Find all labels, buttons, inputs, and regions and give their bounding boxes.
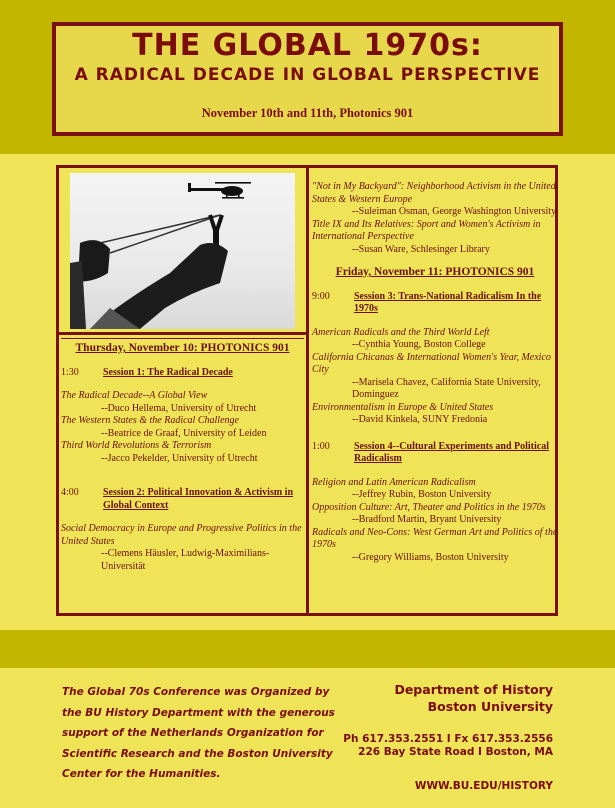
thursday-column [61, 338, 304, 573]
talk-title: Radicals and Neo-Cons: West German Art and Politics of the 1970s [312, 526, 558, 550]
footer-band [0, 630, 615, 668]
program-frame [56, 165, 558, 616]
right-column [312, 181, 558, 564]
page-subtitle: A RADICAL DECADE IN GLOBAL PERSPECTIVE [74, 65, 541, 85]
contact-info [343, 733, 553, 759]
column-divider [306, 168, 309, 613]
talk-title: Religion and Latin American Radicalism [312, 476, 476, 488]
talk-title: Third World Revolutions & Terrorism [61, 440, 212, 451]
department-name [394, 681, 553, 715]
session-title: Session 3: Trans-National Radicalism In the 1970s [354, 290, 542, 314]
talk-title: Title IX and Its Relatives: Sport and Women's Activism in International Perspective [312, 218, 541, 242]
thursday-heading: Thursday, November 10: PHOTONICS 901 [61, 338, 304, 355]
talk-title: The Radical Decade--A Global View [61, 390, 208, 401]
talk-speaker: --Susan Ware, Schlesinger Library [352, 243, 490, 255]
department-line: Department of History [394, 682, 553, 697]
session-time: 1:30 [61, 366, 79, 378]
friday-heading: Friday, November 11: PHOTONICS 901 [335, 266, 535, 278]
talk-speaker: --Beatrice de Graaf, University of Leiden [101, 427, 267, 439]
event-date: November 10th and 11th, Photonics 901 [201, 106, 414, 120]
talk-speaker: --David Kinkela, SUNY Fredonia [352, 414, 488, 425]
session-time: 1:00 [312, 440, 330, 452]
session-title: Session 1: The Radical Decade [103, 366, 233, 378]
talk-speaker: --Clemens Häusler, Ludwig-Maximilians-Universität [101, 548, 270, 572]
phone-fax: Ph 617.353.2551 I Fx 617.353.2556 [343, 733, 553, 745]
address: 226 Bay State Road I Boston, MA [358, 746, 553, 758]
university-line: Boston University [427, 699, 553, 714]
session-title: Session 2: Political Innovation & Activism in Global Context [103, 487, 294, 511]
talk-title: Environmentalism in Europe & United States [312, 401, 494, 413]
talk-speaker: --Cynthia Young, Boston College [352, 339, 486, 350]
website-link[interactable]: WWW.BU.EDU/HISTORY [414, 780, 553, 792]
sponsor-text: The Global 70s Conference was Organized by the BU History Department with the generous support of the Netherlands Organization for Scientific Research and the Boston University Center for the Humanities. [62, 686, 335, 780]
talk-title: American Radicals and the Third World Left [312, 326, 490, 338]
slingshot-helicopter-photo [70, 173, 295, 329]
talk-speaker: --Jacco Pekelder, University of Utrecht [101, 452, 258, 464]
talk-speaker: --Marisela Chavez, California State University, Dominguez [352, 376, 541, 400]
talk-title: Opposition Culture: Art, Theater and Politics in the 1970s [312, 501, 546, 513]
session-4-header [312, 441, 558, 466]
talk-title: California Chicanas & International Women's Year, Mexico City [312, 351, 551, 375]
session-title: Session 4--Cultural Experiments and Political Radicalism [354, 440, 550, 464]
photo-divider [59, 332, 306, 335]
talk-speaker: --Duco Hellema, University of Utrecht [101, 402, 257, 414]
talk-title: The Western States & the Radical Challenge [61, 415, 239, 426]
talk-title: Social Democracy in Europe and Progressive Politics in the United States [61, 523, 302, 547]
talk-speaker: --Gregory Williams, Boston University [352, 551, 509, 563]
page-title: THE GLOBAL 1970s: [132, 28, 483, 63]
talk-title: "Not in My Backyard": Neighborhood Activism in the United States & Western Europe [312, 181, 556, 205]
session-time: 4:00 [61, 487, 79, 498]
talk-speaker: --Suleiman Osman, George Washington University [352, 206, 557, 217]
session-3-header [312, 291, 558, 316]
session-time: 9:00 [312, 290, 330, 302]
talk-speaker: --Bradford Martin, Bryant University [352, 514, 502, 525]
session-2-header [61, 487, 304, 512]
title-box [52, 22, 563, 136]
session-1-header [61, 367, 304, 380]
talk-speaker: --Jeffrey Rubin, Boston University [352, 489, 492, 500]
